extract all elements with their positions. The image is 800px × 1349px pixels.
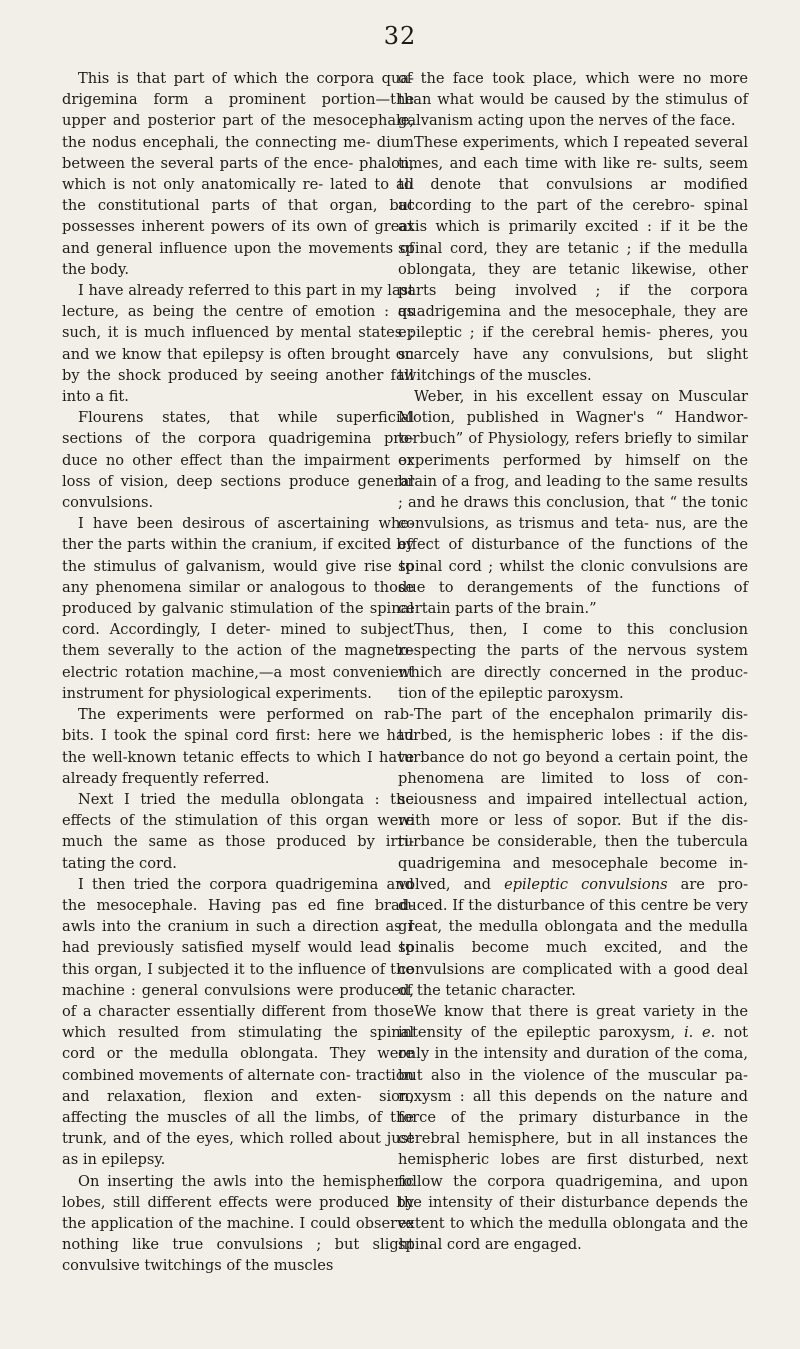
paragraph: Weber, in his excellent essay on Muscular Motion, published in Wagner's “ Handwor- terbuch” of Physiology, refers briefly to similar experiments performed by himself on the brain of a frog, and leading to the same results ; and he draws this conclusion, that “ the tonic convulsions, as trismus and teta- nus, are the effect of disturbance of the functions of the spinal cord ; whilst the clonic convulsions are due to derangements of the functions of certain parts of the brain.”	[398, 388, 748, 618]
paragraph: On inserting the awls into the hemispheric lobes, still different effects were produced by the application of the machine. I could observe nothing like true convulsions ; but slight convulsive twitchings of the muscles	[62, 1172, 414, 1275]
paragraph-continuation: of the face took place, which were no more than what would be caused by the stimulus of galvanism acting upon the nerves of the face.	[398, 70, 748, 130]
paragraph: Next I tried the medulla oblongata : the effects of the stimulation of this organ were much the same as those produced by irri- tating the cord.	[62, 790, 414, 872]
paragraph: Thus, then, I come to this conclusion respecting the parts of the nervous system which are directly concerned in the produc- tion of the epileptic paroxysm.	[398, 621, 748, 702]
left-column	[62, 68, 414, 1277]
text-run: are pro- duced. If the disturbance of this centre be very great, the medulla oblongata and the medulla spinalis become much excited, and the convulsions are complicated with a good deal of the tetanic character.	[398, 875, 748, 999]
paragraph: Flourens states, that while superficial sections of the corpora quadrigemina pro- duce no other effect than the impairment or loss of vision, deep sections produce general convulsions.	[62, 409, 414, 512]
page-number: 32	[383, 22, 417, 50]
paragraph-encephalon	[398, 704, 748, 1001]
paragraph: This is that part of which the corpora qua- drigemina form a prominent portion—the upper and posterior part of the mesocephale, the nodus encephali, the connecting me- dium between the several parts of the ence- phalon, which is not only anatomically re- lated to all the constitutional parts of that organ, but possesses inherent powers of its own of great and general influence upon the movements of the body.	[62, 70, 414, 278]
emphasis-text: epileptic convulsions	[504, 875, 668, 893]
text-run: The part of the encephalon primarily dis- turbed, is the hemispheric lobes : if the dis- turbance do not go beyond a certain point, the phenomena are limited to loss of con- sciousness and impaired intellectual action, with more or less of sopor. But if the dis- turbance be considerable, then the tubercula quadrigemina and mesocephale become in- volved, and	[398, 706, 748, 893]
paragraph: I then tried the corpora quadrigemina and the mesocephale. Having pas ed fine brad- awls into the cranium in such a direction as I had previously satisfied myself would lead to this organ, I subjected it to the influence of the machine : general convulsions were produced, of a character essentially different from those which resulted from stimulating the spinal cord or the medulla oblongata. They were combined movements of alternate con- traction and relaxation, flexion and exten- sion, affecting the muscles of all the limbs, of the trunk, and of the eyes, which rolled about just as in epilepsy.	[62, 875, 414, 1169]
paragraph: I have been desirous of ascertaining whe- ther the parts within the cranium, if excited by the stimulus of galvanism, would give rise to any phenomena similar or analogous to those produced by galvanic stimulation of the spinal cord. Accordingly, I deter- mined to subject them severally to the action of the magneto-electric rotation machine,—a most convenient instrument for physiological experiments.	[62, 515, 414, 702]
paragraph: These experiments, which I repeated several times, and each time with like re- sults, seem to denote that convulsions ar modified according to the part of the cerebro- spinal axis which is primarily excited : if it be the spinal cord, they are tetanic ; if the medulla oblongata, they are tetanic likewise, other parts being involved ; if the corpora quadrigemina and the mesocephale, they are epileptic ; if the cerebral hemis- pheres, you scarcely have any convulsions, but slight twitchings of the muscles.	[398, 133, 748, 384]
right-column	[398, 68, 748, 1255]
paragraph-variety	[398, 1001, 748, 1255]
paragraph: I have already referred to this part in my last lecture, as being the centre of emotion : as such, it is much influenced by mental states ; and we know that epilepsy is often brought on by the shock produced by seeing another fall into a fit.	[62, 282, 414, 406]
paragraph: The experiments were performed on rab- bits. I took the spinal cord first: here we had the well-known tetanic effects to which I have already frequently referred.	[62, 706, 414, 787]
emphasis-text: i. e.	[683, 1024, 716, 1042]
text-run: We know that there is great variety in the intensity of the epileptic paroxysm,	[398, 1002, 748, 1042]
text-run: not only in the intensity and duration of the coma, but also in the violence of the muscular pa- roxysm : all this depends on the nature and force of the primary disturbance in the cerebral hemisphere, but in all instances the hemispheric lobes are first disturbed, next follow the corpora quadrigemina, and upon the intensity of their disturbance depends the extent to which the medulla oblongata and the spinal cord are engaged.	[398, 1024, 748, 1254]
